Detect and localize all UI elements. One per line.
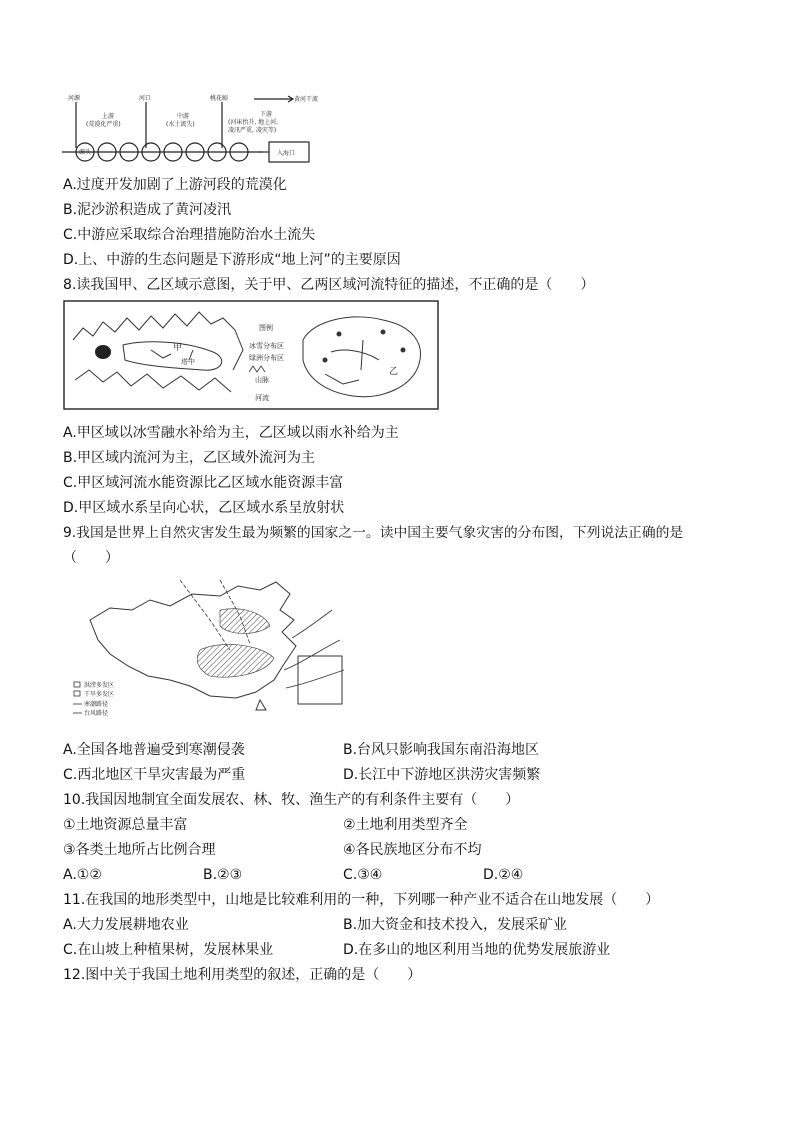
q12-stem: 12.图中关于我国土地利用类型的叙述，正确的是（ ） [63, 967, 422, 983]
q11-option-c: C.在山坡上种植果树，发展林果业 [63, 942, 274, 958]
label-estuary: 入海口 [277, 150, 296, 157]
legend-snow-area: 冰雪分布区 [249, 342, 284, 350]
q8-stem: 8.读我国甲、乙区域示意图，关于甲、乙两区域河流特征的描述，不正确的是（ ） [63, 277, 595, 293]
region-b-label: 乙 [389, 367, 399, 377]
q7-option-b: B.泥沙淤积造成了黄河凌汛 [63, 202, 232, 218]
q10-option-b: B.②③ [203, 867, 243, 883]
q10-item-4: ④各民族地区分布不均 [343, 842, 482, 858]
yellow-river-diagram [62, 92, 319, 168]
q10-item-2: ②土地利用类型齐全 [343, 817, 468, 833]
q10-stem: 10.我国因地制宜全面发展农、林、牧、渔生产的有利条件主要有（ ） [63, 792, 520, 808]
q8-option-b: B.甲区域内流河为主，乙区域外流河为主 [63, 450, 316, 466]
label-upper-note: (荒漠化严重) [86, 121, 121, 128]
label-lower-note-1: (河床抬升, 地上河, [228, 119, 279, 126]
legend-title: 图例 [259, 324, 273, 332]
label-source: 源头 [79, 149, 92, 156]
q11-stem: 11.在我国的地形类型中，山地是比较难利用的一种，下列哪一种产业不适合在山地发展（ ） [63, 892, 660, 908]
q10-option-c: C.③④ [343, 867, 383, 883]
svg-text:塔中: 塔中 [181, 358, 195, 366]
region-a-label: 甲 [173, 343, 183, 353]
q11-option-a: A.大力发展耕地农业 [63, 917, 189, 933]
q11-option-b: B.加大资金和技术投入，发展采矿业 [343, 917, 568, 933]
q9-stem-line2: （ ） [63, 550, 119, 566]
q9-option-c: C.西北地区干旱灾害最为严重 [63, 767, 246, 783]
legend-mountain: 山脉 [255, 376, 269, 384]
q9-option-a: A.全国各地普遍受到寒潮侵袭 [63, 742, 245, 758]
legend-oasis-area: 绿洲分布区 [249, 354, 284, 362]
q10-item-1: ①土地资源总量丰富 [63, 817, 188, 833]
q9-stem-line1: 9.我国是世界上自然灾害发生最为频繁的国家之一。读中国主要气象灾害的分布图，下列说法正确的是 [63, 525, 684, 541]
q9-option-b: B.台风只影响我国东南沿海地区 [343, 742, 540, 758]
q11-option-d: D.在多山的地区利用当地的优势发展旅游业 [343, 942, 611, 958]
label-lower-note-2: 凌汛严重, 凌灾等) [228, 127, 277, 134]
q7-option-a: A.过度开发加剧了上游河段的荒漠化 [63, 177, 287, 193]
q7-option-c: C.中游应采取综合治理措施防治水土流失 [63, 227, 316, 243]
china-disaster-map [70, 580, 350, 720]
legend-flood-area: 洪涝多发区 [84, 682, 115, 689]
q8-option-d: D.甲区域水系呈向心状，乙区域水系呈放射状 [63, 500, 345, 516]
legend-river: 河流 [255, 394, 269, 402]
label-taohuayu: 桃花峪 [210, 95, 229, 102]
legend-drought-area: 干旱多发区 [84, 691, 115, 698]
q7-option-d: D.上、中游的生态问题是下游形成“地上河”的主要原因 [63, 252, 401, 268]
q10-option-a: A.①② [63, 867, 102, 883]
label-upper: 上游 [102, 113, 115, 120]
label-lower: 下游 [260, 111, 273, 118]
label-middle: 中游 [177, 113, 190, 120]
region-map-jia-yi [63, 300, 439, 410]
q10-item-3: ③各类土地所占比例合理 [63, 842, 216, 858]
legend-cold-wave-path: 寒潮路径 [84, 701, 109, 708]
q8-option-c: C.甲区域河流水能资源比乙区域水能资源丰富 [63, 475, 344, 491]
q8-option-a: A.甲区域以冰雪融水补给为主，乙区域以雨水补给为主 [63, 425, 399, 441]
q9-option-d: D.长江中下游地区洪涝灾害频繁 [343, 767, 541, 783]
q10-option-d: D.②④ [483, 867, 524, 883]
label-river-mouth-hekou: 河口 [139, 95, 152, 102]
label-middle-note: (水土流失) [166, 121, 195, 128]
label-main-stream: 黄河干流 [294, 96, 319, 103]
legend-typhoon-path: 台风路径 [84, 710, 109, 717]
label-river-source: 河源 [68, 95, 81, 102]
